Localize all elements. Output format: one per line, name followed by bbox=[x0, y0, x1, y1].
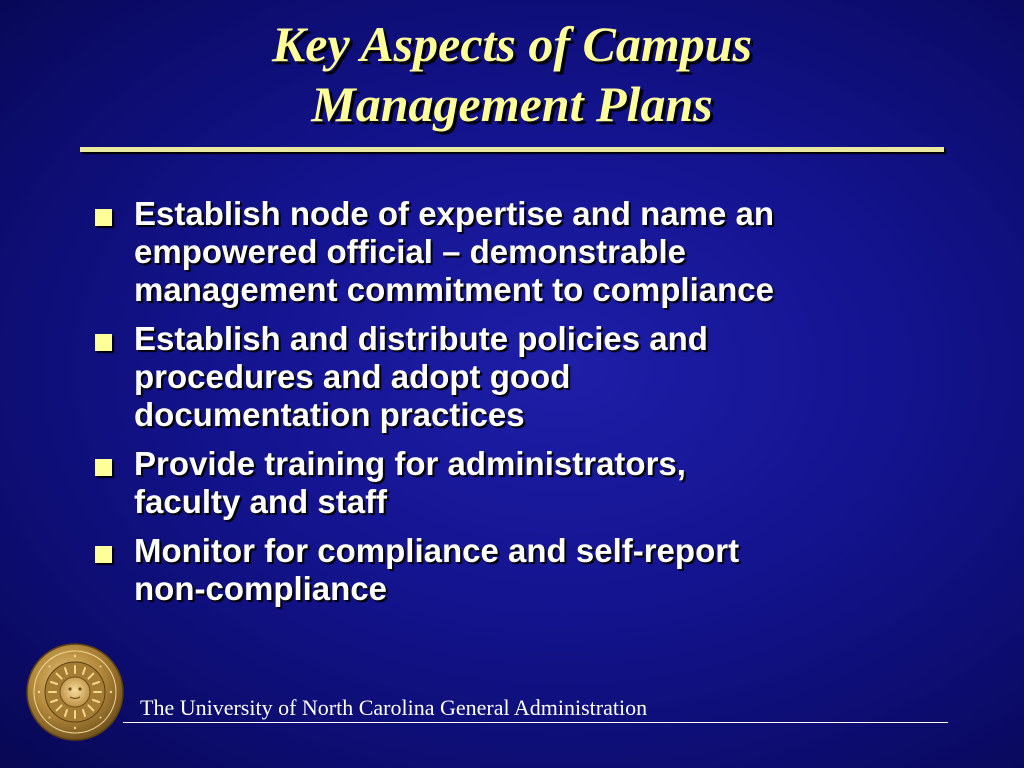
bullet-item bbox=[95, 195, 955, 309]
bullet-text: Provide training for administrators, faculty and staff bbox=[134, 445, 686, 520]
university-seal-icon bbox=[26, 643, 124, 741]
bullet-list bbox=[95, 195, 955, 619]
footer-divider bbox=[123, 722, 948, 723]
bullet-text: Establish and distribute policies and procedures and adopt good documentation practices bbox=[134, 320, 708, 433]
bullet-text: Monitor for compliance and self-report non-compliance bbox=[134, 532, 740, 607]
slide-title-line-2: Management Plans bbox=[311, 76, 713, 132]
bullet-text: Establish node of expertise and name an empowered official – demonstrable management commitment to compliance bbox=[134, 195, 775, 308]
square-bullet-icon bbox=[95, 334, 112, 351]
slide-title bbox=[0, 14, 1024, 134]
title-divider bbox=[80, 147, 944, 152]
square-bullet-icon bbox=[95, 459, 112, 476]
bullet-item bbox=[95, 532, 955, 608]
slide-title-line-1: Key Aspects of Campus bbox=[271, 16, 753, 72]
bullet-item bbox=[95, 320, 955, 434]
square-bullet-icon bbox=[95, 209, 112, 226]
bullet-item bbox=[95, 445, 955, 521]
footer-organization: The University of North Carolina General Administration bbox=[140, 695, 648, 720]
square-bullet-icon bbox=[95, 546, 112, 563]
